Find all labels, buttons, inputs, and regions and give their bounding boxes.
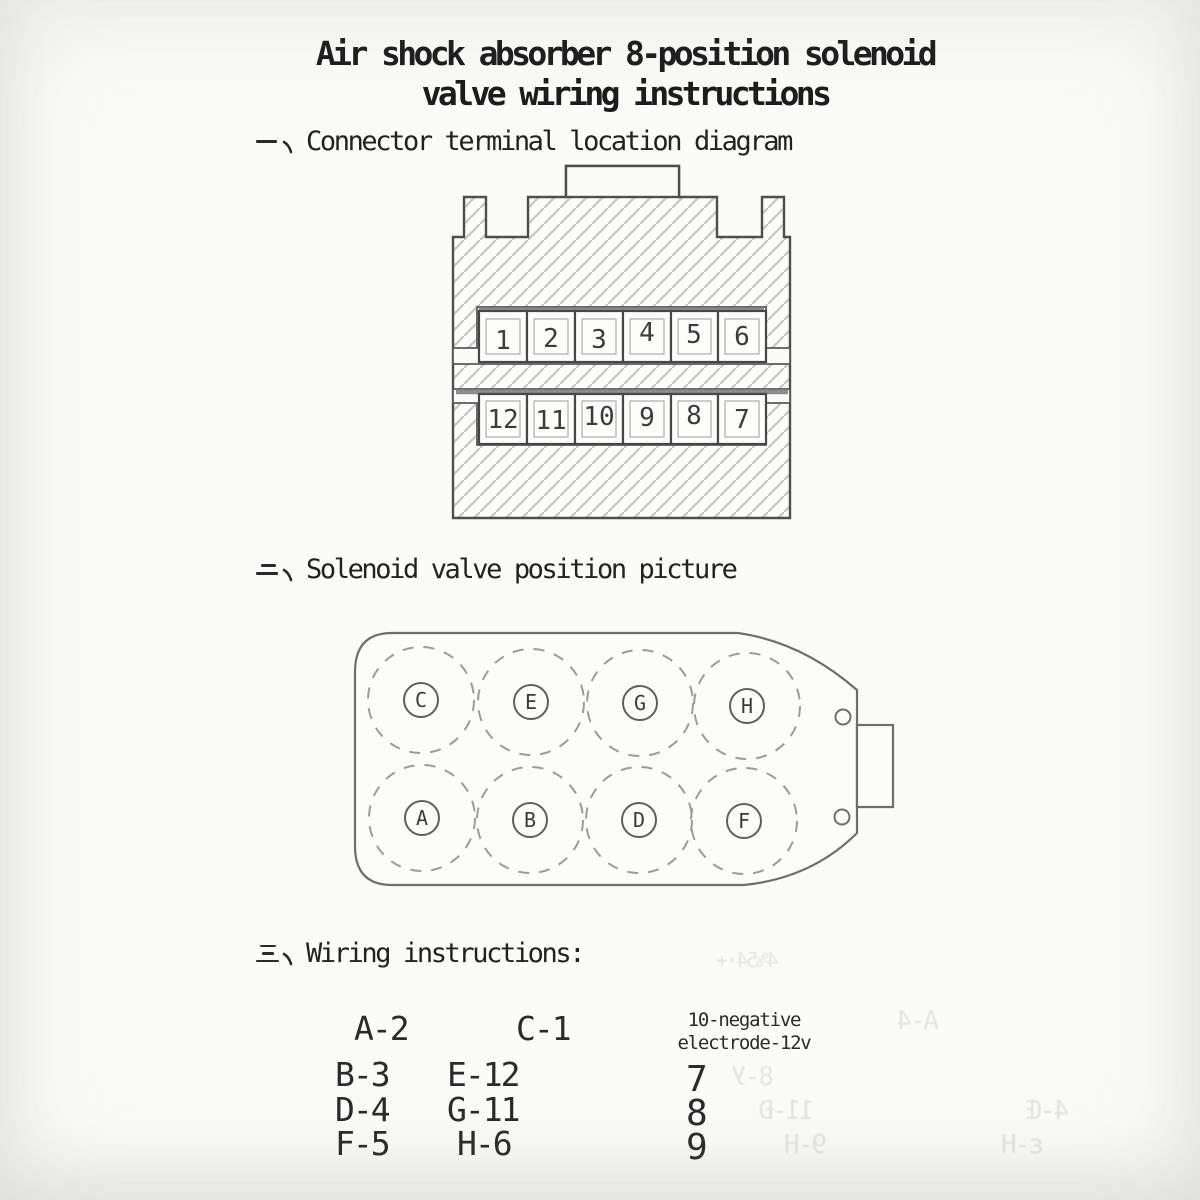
valve-port-label: G xyxy=(633,691,647,715)
mounting-hole-top xyxy=(836,710,851,725)
valve-port-label: A xyxy=(415,806,429,830)
ghost-bleed-text: 4%54·+ xyxy=(718,948,779,972)
section-three-heading xyxy=(256,934,583,973)
valve-port-F xyxy=(727,804,761,838)
terminal-number: 2 xyxy=(543,324,559,354)
valve-port-label: B xyxy=(523,808,537,832)
terminal-7 xyxy=(718,394,766,444)
terminal-3 xyxy=(575,311,623,362)
cn-numeral-one-icon xyxy=(256,138,280,145)
terminal-2 xyxy=(527,311,575,362)
valve-body-outline xyxy=(355,633,857,885)
wiring-cell-C1: C-1 xyxy=(516,1009,570,1048)
wiring-cell-9: 9 xyxy=(686,1127,708,1168)
ghost-bleed-text: ε-Η xyxy=(1003,1130,1044,1160)
section-three-title: Wiring instructions: xyxy=(306,938,584,969)
page-title-line2: valve wiring instructions xyxy=(421,74,829,113)
section-one-title: Connector terminal location diagram xyxy=(306,126,791,157)
terminal-number: 9 xyxy=(639,403,655,433)
terminal-number: 12 xyxy=(487,405,519,435)
terminal-number: 11 xyxy=(535,406,567,436)
ghost-bleed-text: 9-H xyxy=(786,1130,827,1160)
terminal-1 xyxy=(479,311,527,362)
wiring-cell-8: 8 xyxy=(686,1093,708,1134)
terminal-6 xyxy=(718,311,766,362)
section-two-heading xyxy=(256,550,736,589)
terminal-number: 6 xyxy=(734,322,750,352)
connector-diagram-svg xyxy=(440,152,810,530)
wiring-cell-7: 7 xyxy=(686,1059,708,1100)
terminal-number: 1 xyxy=(495,326,511,356)
terminal-10 xyxy=(575,394,623,444)
cn-numeral-three-icon xyxy=(256,942,280,964)
ghost-bleed-text: 8-У xyxy=(733,1062,774,1092)
valve-port-G xyxy=(623,686,657,720)
wiring-cell-H6: H-6 xyxy=(457,1124,511,1163)
valve-port-label: D xyxy=(632,808,646,832)
wiring-cell-E12: E-12 xyxy=(447,1055,519,1094)
ghost-bleed-text: A-4 xyxy=(898,1006,939,1036)
terminal-number: 4 xyxy=(639,318,655,348)
valve-port-E xyxy=(514,685,548,719)
wiring-cell-D4: D-4 xyxy=(335,1090,389,1129)
wiring-cell-G11: G-11 xyxy=(447,1090,519,1129)
terminal-9 xyxy=(623,394,671,444)
valve-port-H xyxy=(730,689,764,723)
ghost-bleed-text: 11-Ð xyxy=(760,1096,815,1126)
terminal-number: 10 xyxy=(583,402,615,432)
terminal-8 xyxy=(671,394,718,444)
section-two-title: Solenoid valve position picture xyxy=(306,554,736,585)
wiring-cell-A2: A-2 xyxy=(354,1009,408,1048)
terminal-11 xyxy=(527,394,575,444)
valve-port-B xyxy=(513,803,547,837)
terminal-12 xyxy=(479,394,527,444)
mounting-hole-bottom xyxy=(835,810,850,825)
valve-diagram-svg xyxy=(345,618,910,900)
valve-connector-tab xyxy=(857,725,893,807)
valve-port-label: H xyxy=(740,694,754,718)
page-title xyxy=(295,34,955,114)
cn-comma-icon xyxy=(282,130,294,161)
cn-comma-icon xyxy=(282,558,294,589)
wiring-cell-B3: B-3 xyxy=(335,1055,389,1094)
terminal-number: 8 xyxy=(686,401,702,431)
page-title-line1: Air shock absorber 8-position solenoid xyxy=(315,34,935,73)
cn-comma-icon xyxy=(282,942,294,973)
connector-top-tab xyxy=(566,166,679,197)
terminal-number: 7 xyxy=(734,405,750,435)
terminal-number: 3 xyxy=(591,325,607,355)
wiring-cell-F5: F-5 xyxy=(335,1124,389,1163)
terminal-5 xyxy=(671,311,718,362)
terminal-number: 5 xyxy=(686,320,702,350)
cn-numeral-two-icon xyxy=(256,562,280,577)
valve-port-label: F xyxy=(737,809,751,833)
valve-port-label: E xyxy=(524,690,538,714)
valve-port-D xyxy=(622,803,656,837)
valve-port-A xyxy=(405,801,439,835)
valve-port-label: C xyxy=(414,688,428,712)
ghost-bleed-text: 4-Œ xyxy=(1028,1096,1069,1126)
terminal-4 xyxy=(623,311,671,362)
wiring-note-negative-electrode: 10-negative electrode-12v xyxy=(677,1009,811,1054)
valve-port-C xyxy=(404,683,438,717)
